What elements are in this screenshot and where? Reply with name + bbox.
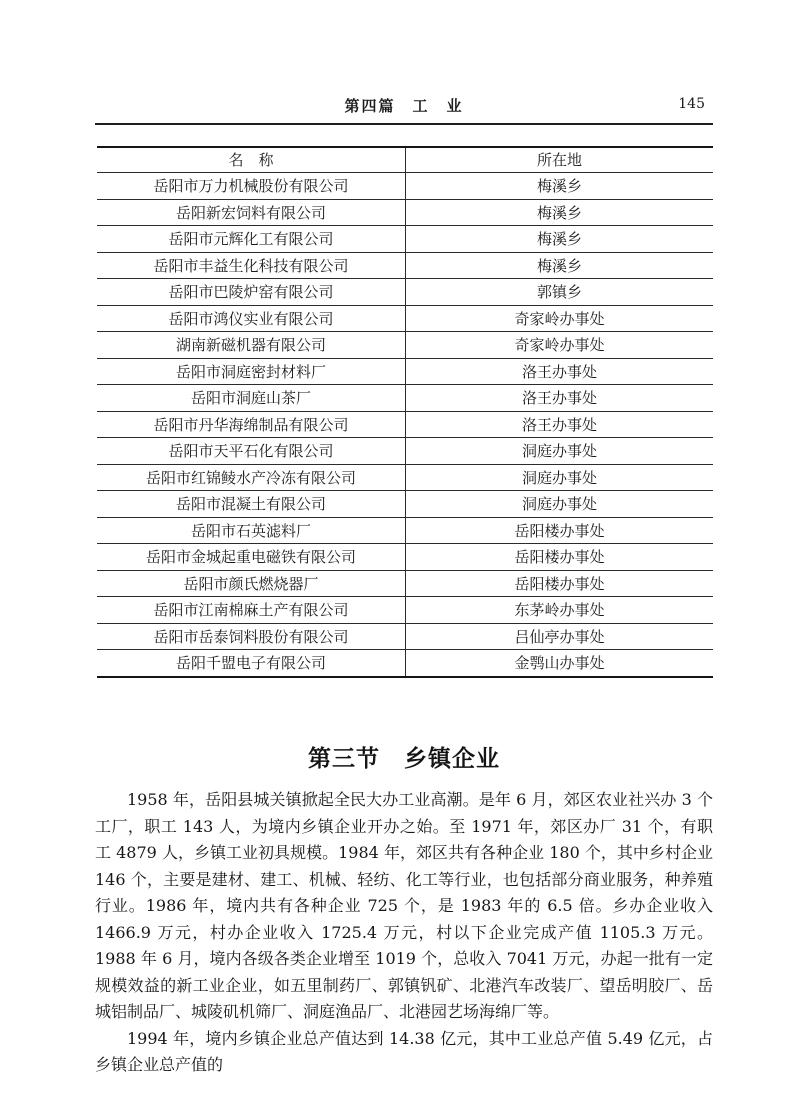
table-row — [97, 411, 713, 438]
company-location-cell: 岳阳楼办事处 — [514, 548, 605, 566]
company-name-cell: 岳阳市混凝土有限公司 — [97, 491, 406, 517]
table-row — [97, 570, 713, 597]
company-name-cell: 岳阳千盟电子有限公司 — [97, 650, 406, 676]
column-header-name: 名 称 — [97, 148, 406, 172]
company-location-cell: 梅溪乡 — [536, 177, 582, 195]
table-row — [97, 172, 713, 199]
company-name-cell: 岳阳市天平石化有限公司 — [97, 438, 406, 464]
table-row — [97, 437, 713, 464]
company-location-cell: 洛王办事处 — [521, 389, 597, 407]
company-location-cell: 梅溪乡 — [536, 256, 582, 275]
body-text — [95, 787, 713, 1079]
company-location-cell: 东茅岭办事处 — [514, 601, 605, 619]
table-row — [97, 623, 713, 650]
company-name-cell: 岳阳市石英滤料厂 — [97, 518, 406, 544]
company-location-cell: 奇家岭办事处 — [514, 336, 605, 354]
company-name-cell: 岳阳市颜氏燃烧器厂 — [97, 571, 406, 597]
table-row — [97, 358, 713, 385]
table-row — [97, 543, 713, 570]
header-rule — [95, 123, 713, 125]
table-row — [97, 384, 713, 411]
table-row — [97, 464, 713, 491]
section-heading: 第三节 乡镇企业 — [308, 746, 500, 772]
table-row — [97, 596, 713, 623]
company-location-cell: 金鹗山办事处 — [514, 654, 605, 672]
paragraph-1: 1958 年，岳阳县城关镇掀起全民大办工业高潮。是年 6 月，郊区农业社兴办 3 个工厂，职工 143 人，为境内乡镇企业开办之始。至 1971 年，郊区办厂 31 个，有职工 4879 人，乡镇工业初具规模。1984 年，郊区共有各种企业 180 个，其中乡村企业 146 个，主要是建材、建工、机械、轻纺、化工等行业，也包括部分商业服务，种养殖行业。1986 年，境内共有各种企业 725 个，是 1983 年的 6.5 倍。乡办企业收入 1466.9 万元，村办企业收入 1725.4 万元，村以下企业完成产值 1105.3 万元。1988 年 6 月，境内各级各类企业增至 1019 个，总收入 7041 万元，办起一批有一定规模效益的新工业企业，如五里制药厂、郭镇钒矿、北港汽车改装厂、望岳明胶厂、岳城铝制品厂、城陵矶机筛厂、洞庭渔品厂、北港园艺场海绵厂等。 — [95, 790, 713, 1021]
company-name-cell: 湖南新磁机器有限公司 — [97, 332, 406, 358]
column-header-location: 所在地 — [536, 151, 582, 169]
companies-table — [97, 146, 713, 678]
company-location-cell: 吕仙亭办事处 — [514, 627, 605, 646]
company-location-cell: 奇家岭办事处 — [514, 309, 605, 328]
table-header-row — [97, 148, 713, 172]
company-name-cell: 岳阳市江南棉麻土产有限公司 — [97, 597, 406, 623]
company-location-cell: 洞庭办事处 — [521, 468, 597, 487]
company-location-cell: 梅溪乡 — [536, 203, 582, 222]
company-location-cell: 郭镇乡 — [536, 283, 582, 301]
company-name-cell: 岳阳市洞庭密封材料厂 — [97, 359, 406, 385]
company-name-cell: 岳阳市鸿仪实业有限公司 — [97, 306, 406, 332]
company-location-cell: 洞庭办事处 — [521, 442, 597, 460]
company-location-cell: 洞庭办事处 — [521, 495, 597, 513]
table-row — [97, 225, 713, 252]
company-name-cell: 岳阳市金城起重电磁铁有限公司 — [97, 544, 406, 570]
company-name-cell: 岳阳市万力机械股份有限公司 — [97, 173, 406, 199]
company-location-cell: 岳阳楼办事处 — [514, 574, 605, 593]
company-name-cell: 岳阳市巴陵炉窑有限公司 — [97, 279, 406, 305]
company-name-cell: 岳阳市元辉化工有限公司 — [97, 226, 406, 252]
table-row — [97, 649, 713, 676]
company-name-cell: 岳阳市丰益生化科技有限公司 — [97, 253, 406, 279]
page-number: 145 — [678, 96, 705, 112]
company-name-cell: 岳阳新宏饲料有限公司 — [97, 200, 406, 226]
running-header — [95, 95, 713, 115]
table-row — [97, 278, 713, 305]
table-row — [97, 490, 713, 517]
table-row — [97, 331, 713, 358]
company-name-cell: 岳阳市丹华海绵制品有限公司 — [97, 412, 406, 438]
table-row — [97, 252, 713, 279]
company-name-cell: 岳阳市红锦鲮水产冷冻有限公司 — [97, 465, 406, 491]
company-name-cell: 岳阳市岳泰饲料股份有限公司 — [97, 624, 406, 650]
company-location-cell: 洛王办事处 — [521, 415, 597, 434]
paragraph-2: 1994 年，境内乡镇企业总产值达到 14.38 亿元，其中工业总产值 5.49 亿元，占乡镇企业总产值的 — [95, 1028, 713, 1074]
company-location-cell: 梅溪乡 — [536, 230, 582, 248]
table-row — [97, 305, 713, 332]
table-row — [97, 199, 713, 226]
company-name-cell: 岳阳市洞庭山茶厂 — [97, 385, 406, 411]
company-location-cell: 洛王办事处 — [521, 362, 597, 381]
running-header-title: 第四篇 工 业 — [344, 97, 464, 115]
company-location-cell: 岳阳楼办事处 — [514, 521, 605, 540]
table-row — [97, 517, 713, 544]
